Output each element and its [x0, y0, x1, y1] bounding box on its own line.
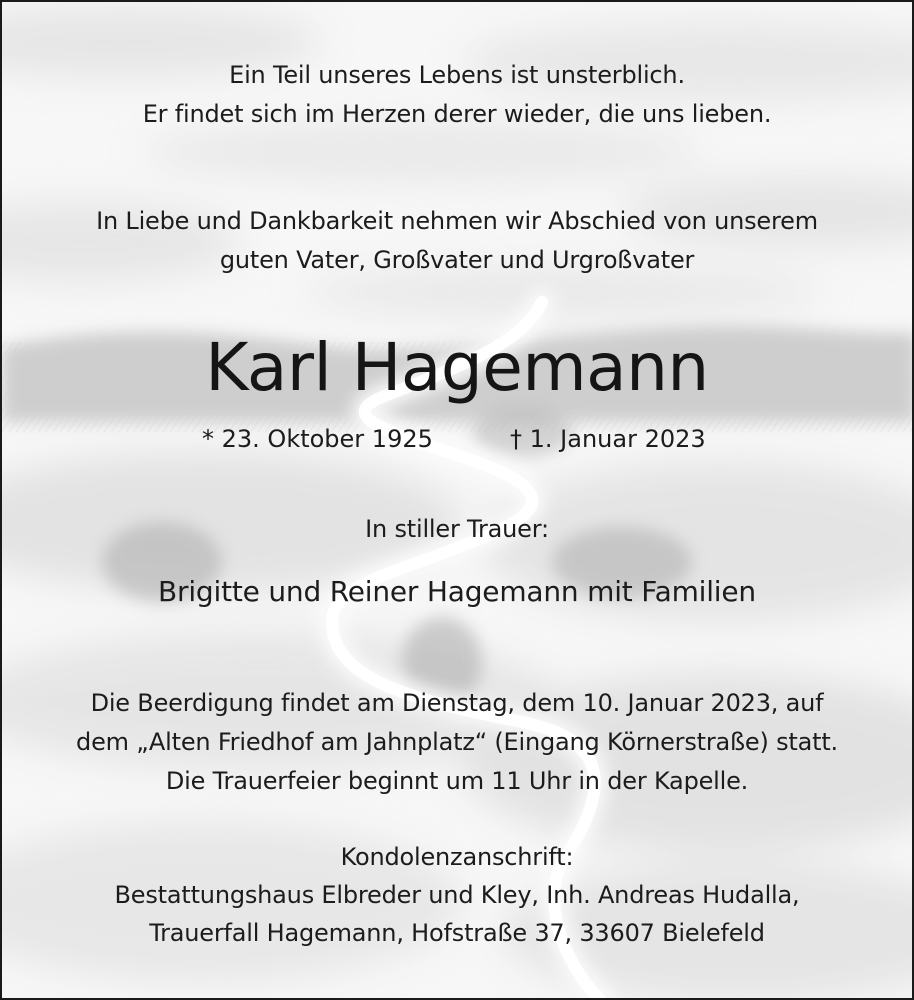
farewell-line-2: guten Vater, Großvater und Urgroßvater — [219, 246, 695, 274]
birth-date: * 23. Oktober 1925 — [202, 425, 433, 453]
condolence-heading: Kondolenzanschrift: — [340, 843, 574, 871]
death-date: † 1. Januar 2023 — [510, 425, 706, 453]
funeral-line-2: dem „Alten Friedhof am Jahnplatz“ (Eingang Körnerstraße) statt. — [76, 728, 838, 756]
mourning-family: Brigitte und Reiner Hagemann mit Familien — [158, 575, 756, 608]
condolence-line-1: Bestattungshaus Elbreder und Kley, Inh. Andreas Hudalla, — [114, 881, 800, 909]
condolence-line-2: Trauerfall Hagemann, Hofstraße 37, 33607 Bielefeld — [149, 919, 765, 947]
funeral-line-1: Die Beerdigung findet am Dienstag, dem 10. Januar 2023, auf — [90, 689, 824, 717]
funeral-line-3: Die Trauerfeier beginnt um 11 Uhr in der Kapelle. — [165, 767, 749, 795]
motto-line-2: Er findet sich im Herzen derer wieder, die uns lieben. — [142, 100, 772, 128]
farewell-line-1: In Liebe und Dankbarkeit nehmen wir Abschied von unserem — [96, 207, 818, 235]
deceased-name: Karl Hagemann — [205, 329, 709, 406]
mourning-intro: In stiller Trauer: — [365, 515, 549, 543]
motto-line-1: Ein Teil unseres Lebens ist unsterblich. — [229, 61, 685, 89]
